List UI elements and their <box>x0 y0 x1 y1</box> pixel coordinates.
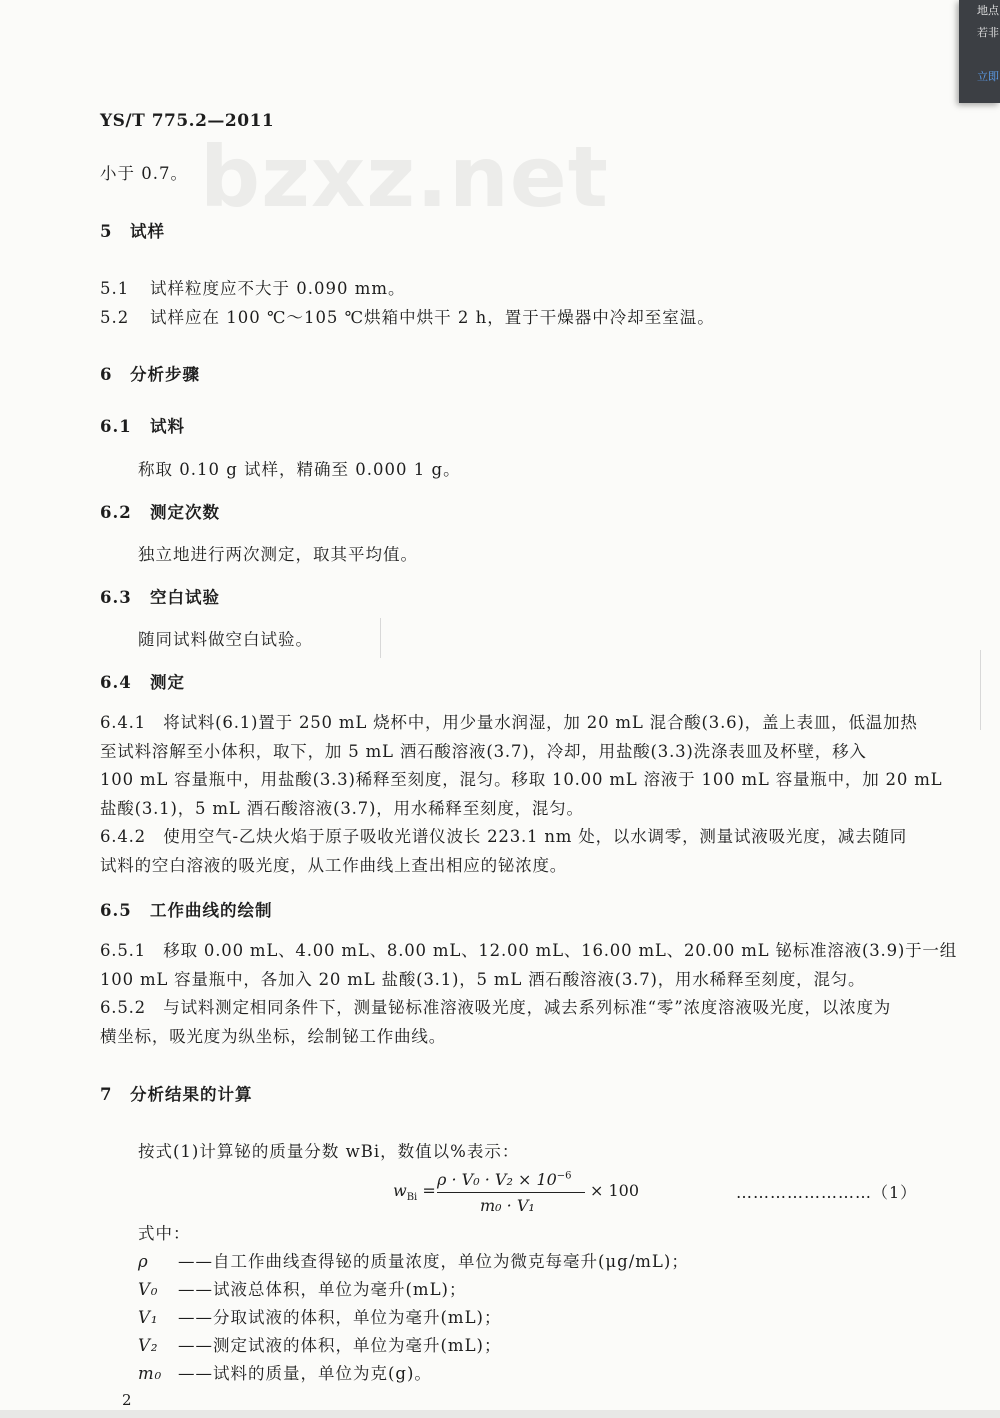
popup-text: 地点 <box>977 4 999 17</box>
paragraph-line: 100 mL 容量瓶中，用盐酸(3.3)稀释至刻度，混匀。移取 10.00 mL 溶液于 100 mL 容量瓶中，加 20 mL <box>100 770 943 789</box>
variable-definition: m₀ ——试料的质量，单位为克(g)。 <box>138 1364 432 1383</box>
clause-6-3-text: 随同试料做空白试验。 <box>138 630 313 649</box>
variable-definition: V₁ ——分取试液的体积，单位为毫升(mL)； <box>138 1308 502 1327</box>
formula-numerator: $\rho \cdot V_0 \cdot V_2 \times 10^{-6}$ <box>437 1170 572 1189</box>
clause-6-2-heading: 6.2 测定次数 <box>100 503 220 522</box>
paragraph-line: 6.4.1 将试料(6.1)置于 250 mL 烧杯中，用少量水润湿，加 20 mL 混合酸(3.6)，盖上表皿，低温加热 <box>100 713 918 732</box>
formula-lhs: $w_{Bi}$ = <box>393 1181 436 1204</box>
page-bottom-edge <box>0 1410 1000 1418</box>
where-label: 式中： <box>138 1224 191 1243</box>
paragraph-line: 至试料溶解至小体积，取下，加 5 mL 酒石酸溶液(3.7)，冷却，用盐酸(3.3)洗涤表皿及杯壁，移入 <box>100 741 867 761</box>
paragraph-line: 试料的空白溶液的吸光度，从工作曲线上查出相应的铋浓度。 <box>100 855 568 875</box>
paragraph-line: 横坐标，吸光度为纵坐标，绘制铋工作曲线。 <box>100 1026 446 1046</box>
formula-intro: 按式(1)计算铋的质量分数 wBi，数值以%表示： <box>138 1142 520 1161</box>
paragraph-line: 6.4.2 使用空气-乙炔火焰于原子吸收光谱仪波长 223.1 nm 处，以水调零，测量试液吸光度，减去随同 <box>100 827 908 846</box>
section-5-heading: 5 试样 <box>100 222 165 241</box>
clause-6-4-2 <box>100 823 930 880</box>
clause-6-1-heading: 6.1 试料 <box>100 417 185 436</box>
formula-denominator: m₀ · V₁ <box>480 1196 535 1215</box>
paragraph-line: 100 mL 容量瓶中，各加入 20 mL 盐酸(3.1)，5 mL 酒石酸溶液(3.7)，用水稀释至刻度，混匀。 <box>100 969 866 989</box>
paragraph-line: 6.5.1 移取 0.00 mL、4.00 mL、8.00 mL、12.00 mL、16.00 mL、20.00 mL 铋标准溶液(3.9)于一组 <box>100 941 957 960</box>
clause-6-4-heading: 6.4 测定 <box>100 673 185 692</box>
clause-6-2-text: 独立地进行两次测定，取其平均值。 <box>138 545 418 564</box>
clause-5-1: 5.1 试样粒度应不大于 0.090 mm。 <box>100 279 406 298</box>
popup-text: 若非 <box>977 26 999 39</box>
watermark: bzxz.net <box>200 128 609 226</box>
continuation-text: 小于 0.7。 <box>100 164 188 183</box>
clause-6-5-1 <box>100 937 957 994</box>
page-number: 2 <box>122 1391 132 1409</box>
standard-number: YS/T 775.2—2011 <box>100 111 275 131</box>
formula-factor: × 100 <box>590 1181 640 1200</box>
paragraph-line: 6.5.2 与试料测定相同条件下，测量铋标准溶液吸光度，减去系列标准“零”浓度溶液吸光度，以浓度为 <box>100 998 892 1017</box>
notification-popup[interactable] <box>959 0 1000 103</box>
clause-5-2: 5.2 试样应在 100 ℃～105 ℃烘箱中烘干 2 h，置于干燥器中冷却至室温。 <box>100 308 715 327</box>
clause-6-5-heading: 6.5 工作曲线的绘制 <box>100 901 273 920</box>
variable-definition: V₂ ——测定试液的体积，单位为毫升(mL)； <box>138 1336 502 1355</box>
clause-6-3-heading: 6.3 空白试验 <box>100 588 220 607</box>
clause-6-5-2 <box>100 994 930 1051</box>
variable-definition: V₀ ——试液总体积，单位为毫升(mL)； <box>138 1280 467 1299</box>
scan-artifact <box>380 618 381 658</box>
section-6-heading: 6 分析步骤 <box>100 365 200 384</box>
paragraph-line: 盐酸(3.1)，5 mL 酒石酸溶液(3.7)，用水稀释至刻度，混匀。 <box>100 798 584 818</box>
clause-6-4-1 <box>100 709 943 823</box>
scan-artifact <box>980 650 981 730</box>
section-7-heading: 7 分析结果的计算 <box>100 1085 253 1104</box>
clause-6-1-text: 称取 0.10 g 试样，精确至 0.000 1 g。 <box>138 460 461 479</box>
equation-number: ……………………（1） <box>736 1183 918 1202</box>
fraction-bar <box>437 1192 585 1193</box>
variable-definition: ρ ——自工作曲线查得铋的质量浓度，单位为微克每毫升(μg/mL)； <box>138 1252 689 1271</box>
popup-link[interactable]: 立即 <box>977 70 999 83</box>
